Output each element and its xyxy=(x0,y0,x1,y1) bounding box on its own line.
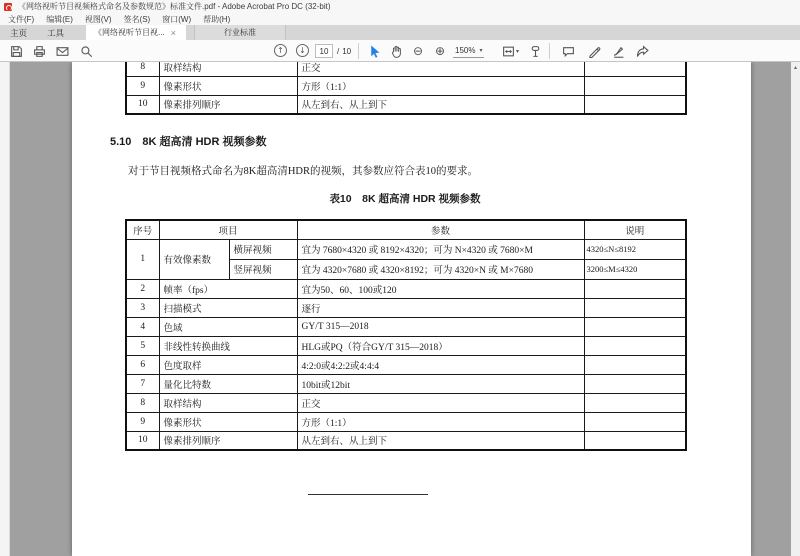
table-row xyxy=(126,412,686,431)
window-title: 《网络视听节目视频格式命名及参数规范》标准文件.pdf - Adobe Acrobat Pro DC (32-bit) xyxy=(18,2,331,11)
table-row xyxy=(126,239,686,259)
hand-tool-icon[interactable] xyxy=(388,43,404,59)
page-count-divider: / xyxy=(337,46,340,56)
cell-item: 色度取样 xyxy=(159,355,297,374)
pdf-page xyxy=(72,62,751,556)
cell-param: 4:2:0或4:2:2或4:4:4 xyxy=(297,355,584,374)
chevron-down-icon[interactable]: ▾ xyxy=(516,49,520,55)
cell-item: 像素排列顺序 xyxy=(159,431,297,450)
header-note: 说明 xyxy=(584,220,686,239)
previous-parameters-table xyxy=(125,62,687,115)
table-row xyxy=(126,279,686,298)
tab-document-active[interactable] xyxy=(86,25,186,40)
signature-icon[interactable] xyxy=(610,43,626,59)
comment-icon[interactable] xyxy=(560,43,576,59)
chevron-down-icon: ▾ xyxy=(479,48,483,54)
cell-no: 7 xyxy=(126,374,159,393)
section-heading: 5.10 8K 超高清 HDR 视频参数 xyxy=(110,136,267,148)
header-no: 序号 xyxy=(126,220,159,239)
cell-note xyxy=(584,374,686,393)
table-row xyxy=(126,95,686,114)
cell-param: 方形（1:1） xyxy=(297,412,584,431)
cell-item: 量化比特数 xyxy=(159,374,297,393)
cell-no: 3 xyxy=(126,298,159,317)
page-count-total: 10 xyxy=(342,46,352,56)
cell-no: 1 xyxy=(126,239,159,279)
page-footer-rule xyxy=(308,494,428,495)
cell-param: 从左到右、从上到下 xyxy=(297,431,584,450)
cell-param: 宜为 4320×7680 或 4320×8192；可为 4320×N 或 M×7680 xyxy=(297,259,584,279)
fill-sign-pencil-icon[interactable] xyxy=(586,43,602,59)
cell-note xyxy=(584,298,686,317)
cell-param: 10bit或12bit xyxy=(297,374,584,393)
cell-param: 逐行 xyxy=(297,298,584,317)
cell-param: 正交 xyxy=(297,393,584,412)
tab-document-industry-standard[interactable]: 行业标准 xyxy=(194,25,286,40)
table-row xyxy=(126,62,686,76)
cell-sublabel: 竖屏视频 xyxy=(229,259,297,279)
table-row xyxy=(126,317,686,336)
acrobat-app-icon xyxy=(4,3,12,11)
menu-item[interactable]: 文件(F) xyxy=(8,14,35,24)
cell-param: 方形（1:1） xyxy=(297,76,584,95)
cell-no: 8 xyxy=(126,393,159,412)
cell-note xyxy=(584,336,686,355)
fit-page-icon[interactable] xyxy=(500,43,516,59)
cell-item: 扫描模式 xyxy=(159,298,297,317)
title-bar xyxy=(0,0,800,13)
zoom-level-value: 150% xyxy=(455,46,476,55)
cell-item: 有效像素数 xyxy=(159,239,229,279)
cell-note xyxy=(584,279,686,298)
share-arrow-icon[interactable] xyxy=(634,43,650,59)
save-icon[interactable] xyxy=(8,43,24,59)
cell-note xyxy=(584,62,686,76)
table-row xyxy=(126,336,686,355)
cell-item: 像素排列顺序 xyxy=(159,95,297,114)
table-row xyxy=(126,393,686,412)
menu-item[interactable]: 视图(V) xyxy=(84,14,112,24)
toolbar-divider xyxy=(358,43,359,59)
cell-note: 4320≤N≤8192 xyxy=(584,239,686,259)
vertical-scrollbar[interactable] xyxy=(791,62,800,556)
menu-item[interactable]: 窗口(W) xyxy=(162,14,192,24)
previous-page-icon[interactable]: ↑ xyxy=(274,44,287,57)
page-number-input[interactable]: 10 xyxy=(315,44,333,58)
cell-item: 像素形状 xyxy=(159,412,297,431)
cell-item: 色域 xyxy=(159,317,297,336)
cell-item: 非线性转换曲线 xyxy=(159,336,297,355)
cell-no: 4 xyxy=(126,317,159,336)
cell-sublabel: 横屏视频 xyxy=(229,239,297,259)
navigation-pane-rail[interactable] xyxy=(0,62,10,556)
cell-item: 取样结构 xyxy=(159,393,297,412)
cell-param: GY/T 315—2018 xyxy=(297,317,584,336)
next-page-icon[interactable]: ↓ xyxy=(296,44,309,57)
scrolling-mode-icon[interactable] xyxy=(527,43,543,59)
cell-param: 宜为 7680×4320 或 8192×4320；可为 N×4320 或 7680×M xyxy=(297,239,584,259)
menu-item[interactable]: 帮助(H) xyxy=(203,14,231,24)
zoom-in-icon[interactable]: ⊕ xyxy=(434,44,446,58)
tab-home[interactable]: 主页 xyxy=(10,27,28,38)
header-param: 参数 xyxy=(297,220,584,239)
cell-note xyxy=(584,317,686,336)
tab-tools[interactable]: 工具 xyxy=(47,27,65,38)
tab-document-label: 《网络视听节目视... xyxy=(94,28,165,37)
body-paragraph: 对于节目视频格式命名为8K超高清HDR的视频，其参数应符合表10的要求。 xyxy=(128,166,479,177)
cell-no: 9 xyxy=(126,76,159,95)
table-row xyxy=(126,431,686,450)
table-caption: 表10 8K 超高清 HDR 视频参数 xyxy=(329,193,481,205)
cell-no: 10 xyxy=(126,431,159,450)
close-icon[interactable]: × xyxy=(170,27,176,38)
cell-no: 10 xyxy=(126,95,159,114)
cell-no: 2 xyxy=(126,279,159,298)
table-row xyxy=(126,355,686,374)
document-viewport xyxy=(10,62,791,556)
menu-item[interactable]: 签名(S) xyxy=(123,14,151,24)
page-count xyxy=(337,44,351,58)
table-header-row xyxy=(126,220,686,239)
menu-item[interactable]: 编辑(E) xyxy=(46,14,73,24)
email-icon[interactable] xyxy=(54,43,70,59)
cell-note xyxy=(584,355,686,374)
cell-param: 正交 xyxy=(297,62,584,76)
toolbar-divider xyxy=(549,43,550,59)
table-row xyxy=(126,374,686,393)
toolbar xyxy=(0,40,800,62)
cell-item: 帧率（fps） xyxy=(159,279,297,298)
video-parameters-table xyxy=(125,219,687,451)
cell-no: 8 xyxy=(126,62,159,76)
zoom-level-dropdown[interactable] xyxy=(453,44,484,58)
cell-no: 5 xyxy=(126,336,159,355)
cell-param: 从左到右、从上到下 xyxy=(297,95,584,114)
cell-param: 宜为50、60、100或120 xyxy=(297,279,584,298)
scroll-up-icon[interactable]: ▴ xyxy=(793,65,797,71)
cell-note xyxy=(584,95,686,114)
select-tool-icon[interactable] xyxy=(366,43,382,59)
header-item: 项目 xyxy=(159,220,297,239)
table-row xyxy=(126,76,686,95)
search-icon[interactable] xyxy=(78,43,94,59)
cell-note xyxy=(584,76,686,95)
table-row xyxy=(126,298,686,317)
cell-no: 6 xyxy=(126,355,159,374)
cell-note xyxy=(584,431,686,450)
cell-note xyxy=(584,412,686,431)
print-icon[interactable] xyxy=(31,43,47,59)
cell-note xyxy=(584,393,686,412)
tab-bar xyxy=(0,25,800,40)
cell-no: 9 xyxy=(126,412,159,431)
menu-bar xyxy=(0,13,800,25)
cell-item: 像素形状 xyxy=(159,76,297,95)
cell-item: 取样结构 xyxy=(159,62,297,76)
cell-note: 3200≤M≤4320 xyxy=(584,259,686,279)
cell-param: HLG或PQ（符合GY/T 315—2018） xyxy=(297,336,584,355)
zoom-out-icon[interactable]: ⊖ xyxy=(412,44,424,58)
